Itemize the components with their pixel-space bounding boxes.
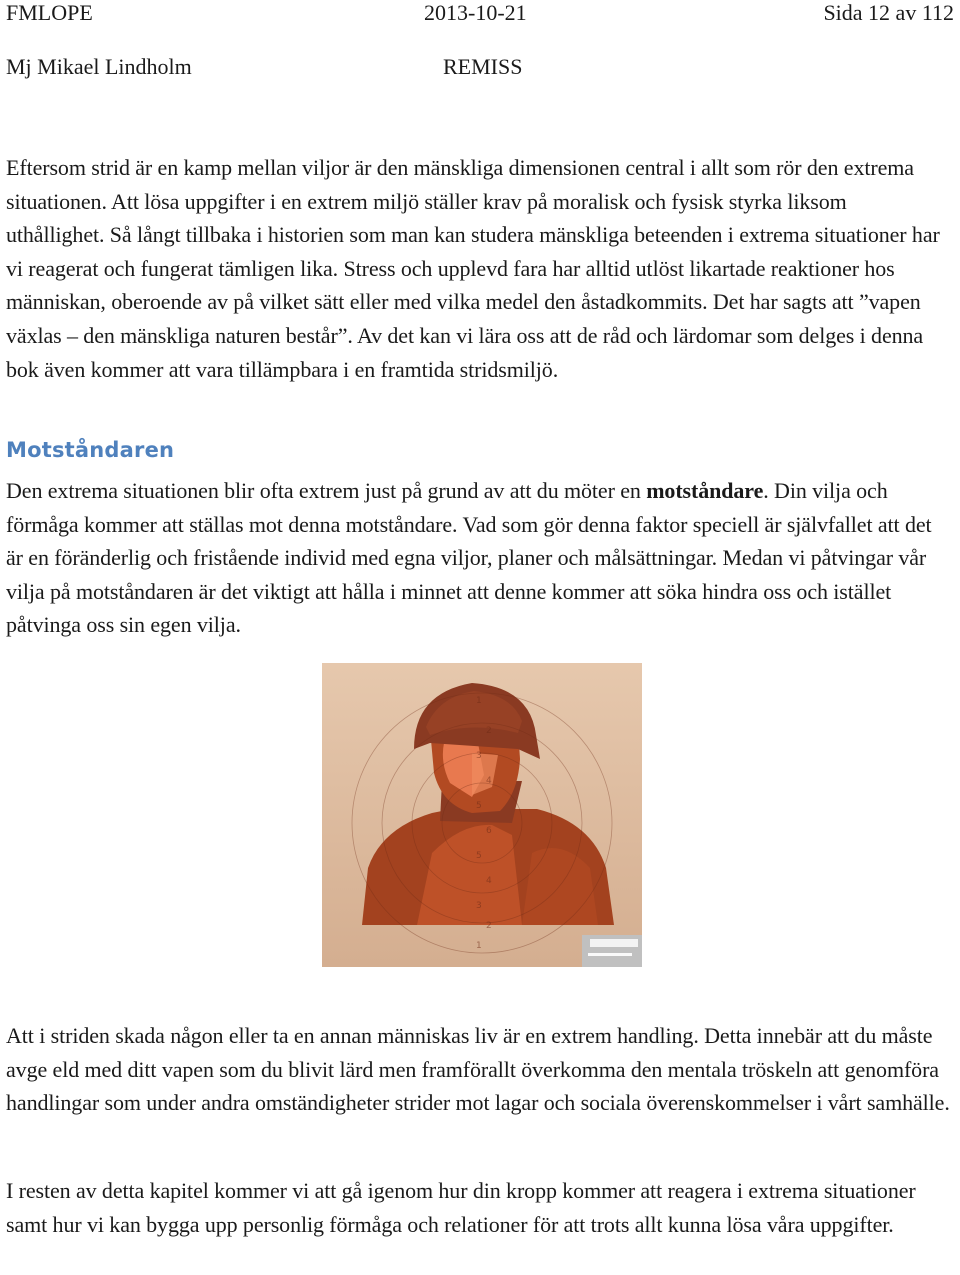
- paragraph-chapter-outlook: I resten av detta kapitel kommer vi att gå igenom hur din kropp kommer att reagera i extrema situationer samt hur vi kan bygga upp personlig förmåga och relationer för att trots allt kunna lösa våra uppgifter.: [6, 1178, 916, 1237]
- paragraph-adversary-rest: . Din vilja och förmåga kommer att ställas mot denna motståndare. Vad som gör denna faktor speciell är självfallet att det är en föränderlig och fristående individ med egna viljor, planer och målsättningar. Medan vi påtvingar vår vilja på motståndaren är det viktigt att hålla i minnet att denne kommer att söka hindra oss och istället påtvinga oss sin egen vilja.: [6, 478, 932, 638]
- header-org: FMLOPE: [6, 0, 93, 25]
- ring-number: 3: [476, 751, 482, 761]
- ring-number: 4: [486, 876, 492, 886]
- ring-number: 3: [476, 901, 482, 911]
- ring-number: 1: [476, 696, 482, 706]
- target-label-text: [588, 953, 632, 956]
- target-barcode: [590, 939, 638, 947]
- ring-number: 5: [476, 801, 482, 811]
- header-author: Mj Mikael Lindholm: [6, 54, 192, 79]
- paragraph-combat: Att i striden skada någon eller ta en annan människas liv är en extrem handling. Detta innebär att du måste avge eld med ditt vapen som du blivit lärd men framförallt överkomma den mentala tröskeln att genomföra handlingar som under andra omständigheter strider mot lagar och sociala överenskommelser i vårt samhälle.: [6, 1023, 950, 1116]
- ring-number: 2: [486, 921, 492, 931]
- ring-number: 4: [486, 776, 492, 786]
- header-page-number: Sida 12 av 112: [823, 0, 954, 25]
- ring-number: 5: [476, 851, 482, 861]
- header-date: 2013-10-21: [424, 0, 527, 25]
- page-header-top: [6, 0, 954, 26]
- paragraph-adversary: [6, 474, 950, 642]
- header-status: REMISS: [443, 54, 523, 79]
- ring-number: 2: [486, 726, 492, 736]
- page-header-bottom: [6, 54, 954, 80]
- adversary-term: motståndare: [646, 478, 764, 503]
- paragraph-adversary-start: Den extrema situationen blir ofta extrem just på grund av att du möter en: [6, 478, 647, 503]
- ring-number: 1: [476, 941, 482, 951]
- section-heading: Motståndaren: [6, 438, 175, 462]
- paragraph-intro: Eftersom strid är en kamp mellan viljor är den mänskliga dimensionen central i allt som rör den extrema situationen. Att lösa uppgifter i en extrem miljö ställer krav på moralisk och fysisk styrka liksom uthållighet. Så långt tillbaka i historien som man kan studera mänskliga beteenden i extrema situationer har vi reagerat och fungerat tämligen lika. Stress och upplevd fara har alltid utlöst likartade reaktioner hos människan, oberoende av på vilket sätt eller med vilka medel den åstadkommits. Det har sagts att ”vapen växlas – den mänskliga naturen består”. Av det kan vi lära oss att de råd och lärdomar som delges i denna bok även kommer att vara tillämpbara i en framtida stridsmiljö.: [6, 155, 940, 382]
- ring-number: 6: [486, 826, 492, 836]
- target-figure-image: [322, 663, 642, 967]
- soldier-target-illustration: [322, 663, 642, 967]
